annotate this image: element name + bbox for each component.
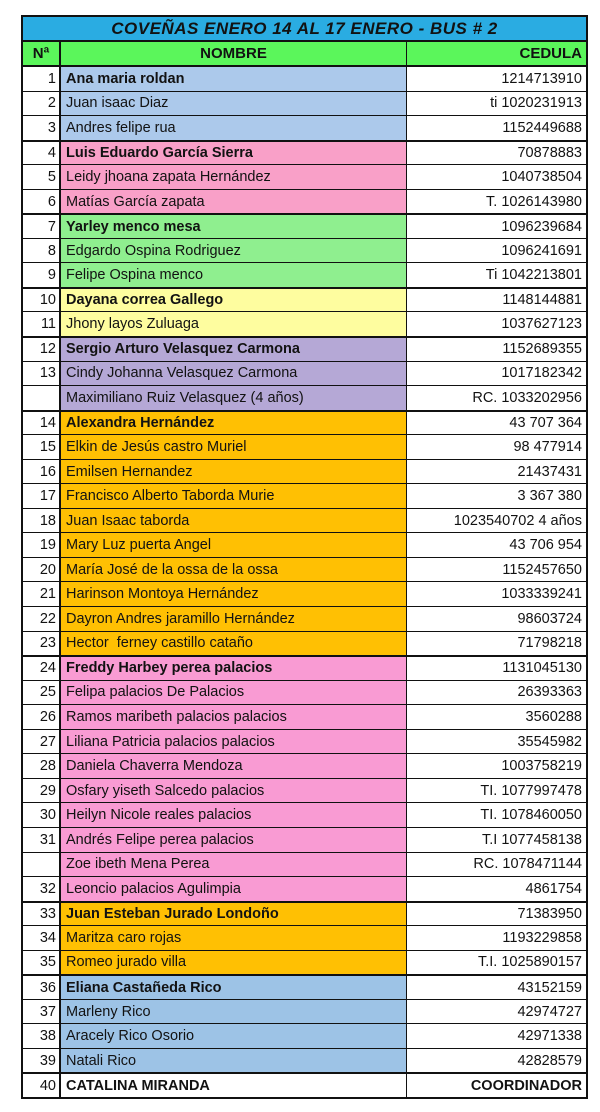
row-number-cell: 37	[23, 1000, 61, 1024]
cedula-cell: T. 1026143980	[407, 190, 586, 214]
cedula-cell: 43 707 364	[407, 412, 586, 435]
passenger-name-cell: Jhony layos Zuluaga	[61, 312, 407, 336]
passenger-name-cell: Mary Luz puerta Angel	[61, 533, 407, 557]
row-number-cell: 14	[23, 412, 61, 435]
passenger-name-cell: Harinson Montoya Hernández	[61, 582, 407, 606]
table-row	[23, 434, 586, 459]
passenger-name-cell: Natali Rico	[61, 1049, 407, 1073]
table-row	[23, 410, 586, 435]
passenger-name-cell: Daniela Chaverra Mendoza	[61, 754, 407, 778]
table-title-bar	[23, 17, 586, 42]
cedula-cell: 3560288	[407, 705, 586, 729]
column-header-numero: Nª	[23, 42, 61, 65]
table-row	[23, 483, 586, 508]
cedula-cell: 1131045130	[407, 657, 586, 680]
row-number-cell: 39	[23, 1049, 61, 1073]
row-number-cell: 26	[23, 705, 61, 729]
cedula-cell: 70878883	[407, 142, 586, 165]
row-number-cell	[23, 386, 61, 410]
row-number-cell: 1	[23, 67, 61, 91]
table-row	[23, 91, 586, 116]
cedula-cell: 43152159	[407, 976, 586, 999]
cedula-cell: 43 706 954	[407, 533, 586, 557]
row-number-cell: 40	[23, 1074, 61, 1097]
row-number-cell: 38	[23, 1024, 61, 1048]
cedula-cell: 42974727	[407, 1000, 586, 1024]
table-row	[23, 311, 586, 336]
row-number-cell: 36	[23, 976, 61, 999]
table-row	[23, 557, 586, 582]
cedula-cell: 1017182342	[407, 362, 586, 386]
row-number-cell: 18	[23, 509, 61, 533]
cedula-cell: 1148144881	[407, 289, 586, 312]
row-number-cell: 21	[23, 582, 61, 606]
row-number-cell: 30	[23, 803, 61, 827]
table-row	[23, 459, 586, 484]
cedula-cell: 71383950	[407, 903, 586, 926]
passenger-name-cell: Dayron Andres jaramillo Hernández	[61, 607, 407, 631]
row-number-cell: 13	[23, 362, 61, 386]
table-row	[23, 581, 586, 606]
table-row	[23, 901, 586, 926]
table-row	[23, 631, 586, 656]
passenger-name-cell: Leoncio palacios Agulimpia	[61, 877, 407, 901]
table-row	[23, 1072, 586, 1097]
table-row	[23, 336, 586, 361]
table-row	[23, 115, 586, 140]
table-row	[23, 876, 586, 901]
table-row	[23, 66, 586, 91]
cedula-cell: RC. 1033202956	[407, 386, 586, 410]
table-body	[23, 66, 586, 1097]
passenger-name-cell: Liliana Patricia palacios palacios	[61, 730, 407, 754]
row-number-cell: 35	[23, 951, 61, 975]
table-row	[23, 287, 586, 312]
cedula-cell: 42828579	[407, 1049, 586, 1073]
row-number-cell: 11	[23, 312, 61, 336]
table-row	[23, 532, 586, 557]
row-number-cell: 8	[23, 239, 61, 263]
passenger-name-cell: Edgardo Ospina Rodriguez	[61, 239, 407, 263]
table-row	[23, 213, 586, 238]
passenger-name-cell: Osfary yiseth Salcedo palacios	[61, 779, 407, 803]
row-number-cell: 2	[23, 92, 61, 116]
table-row	[23, 753, 586, 778]
table-row	[23, 262, 586, 287]
cedula-cell: COORDINADOR	[407, 1074, 586, 1097]
passenger-name-cell: Emilsen Hernandez	[61, 460, 407, 484]
table-row	[23, 655, 586, 680]
table-row	[23, 164, 586, 189]
passenger-name-cell: Sergio Arturo Velasquez Carmona	[61, 338, 407, 361]
cedula-cell: ti 1020231913	[407, 92, 586, 116]
passenger-name-cell: Marleny Rico	[61, 1000, 407, 1024]
table-row	[23, 729, 586, 754]
table-row	[23, 1048, 586, 1073]
cedula-cell: 98 477914	[407, 435, 586, 459]
cedula-cell: 1023540702 4 años	[407, 509, 586, 533]
row-number-cell: 19	[23, 533, 61, 557]
row-number-cell: 33	[23, 903, 61, 926]
table-row	[23, 950, 586, 975]
table-row	[23, 999, 586, 1024]
passenger-name-cell: Freddy Harbey perea palacios	[61, 657, 407, 680]
cedula-cell: 1037627123	[407, 312, 586, 336]
row-number-cell: 10	[23, 289, 61, 312]
passenger-name-cell: Felipe Ospina menco	[61, 263, 407, 287]
row-number-cell: 15	[23, 435, 61, 459]
passenger-name-cell: Maritza caro rojas	[61, 926, 407, 950]
passenger-name-cell: Andres felipe rua	[61, 116, 407, 140]
table-title: COVEÑAS ENERO 14 AL 17 ENERO - BUS # 2	[111, 18, 498, 38]
cedula-cell: 1040738504	[407, 165, 586, 189]
cedula-cell: 4861754	[407, 877, 586, 901]
table-row	[23, 802, 586, 827]
cedula-cell: 1096241691	[407, 239, 586, 263]
row-number-cell: 32	[23, 877, 61, 901]
passenger-name-cell: Hector ferney castillo cataño	[61, 632, 407, 656]
row-number-cell: 12	[23, 338, 61, 361]
row-number-cell: 25	[23, 681, 61, 705]
passenger-list-table	[21, 15, 588, 1099]
passenger-name-cell: Francisco Alberto Taborda Murie	[61, 484, 407, 508]
column-header-nombre: NOMBRE	[61, 42, 407, 65]
cedula-cell: 1003758219	[407, 754, 586, 778]
cedula-cell: Ti 1042213801	[407, 263, 586, 287]
row-number-cell: 16	[23, 460, 61, 484]
cedula-cell: 1033339241	[407, 582, 586, 606]
cedula-cell: 21437431	[407, 460, 586, 484]
passenger-name-cell: Yarley menco mesa	[61, 215, 407, 238]
table-row	[23, 827, 586, 852]
table-row	[23, 606, 586, 631]
row-number-cell: 20	[23, 558, 61, 582]
passenger-name-cell: Ana maria roldan	[61, 67, 407, 91]
cedula-cell: 1214713910	[407, 67, 586, 91]
cedula-cell: RC. 1078471144	[407, 853, 586, 877]
passenger-name-cell: Leidy jhoana zapata Hernández	[61, 165, 407, 189]
passenger-name-cell: Maximiliano Ruiz Velasquez (4 años)	[61, 386, 407, 410]
passenger-name-cell: CATALINA MIRANDA	[61, 1074, 407, 1097]
table-row	[23, 189, 586, 214]
cedula-cell: 3 367 380	[407, 484, 586, 508]
cedula-cell: 71798218	[407, 632, 586, 656]
passenger-name-cell: Juan Esteban Jurado Londoño	[61, 903, 407, 926]
passenger-name-cell: Cindy Johanna Velasquez Carmona	[61, 362, 407, 386]
row-number-cell: 5	[23, 165, 61, 189]
row-number-cell: 24	[23, 657, 61, 680]
table-row	[23, 680, 586, 705]
passenger-name-cell: Juan Isaac taborda	[61, 509, 407, 533]
row-number-cell: 7	[23, 215, 61, 238]
table-header-row	[23, 42, 586, 66]
passenger-name-cell: Alexandra Hernández	[61, 412, 407, 435]
row-number-cell: 23	[23, 632, 61, 656]
row-number-cell: 29	[23, 779, 61, 803]
table-row	[23, 385, 586, 410]
cedula-cell: 1096239684	[407, 215, 586, 238]
cedula-cell: TI. 1078460050	[407, 803, 586, 827]
table-row	[23, 778, 586, 803]
row-number-cell: 34	[23, 926, 61, 950]
cedula-cell: 35545982	[407, 730, 586, 754]
table-row	[23, 508, 586, 533]
table-row	[23, 140, 586, 165]
cedula-cell: 1152449688	[407, 116, 586, 140]
cedula-cell: T.I 1077458138	[407, 828, 586, 852]
passenger-name-cell: Romeo jurado villa	[61, 951, 407, 975]
cedula-cell: 26393363	[407, 681, 586, 705]
passenger-name-cell: María José de la ossa de la ossa	[61, 558, 407, 582]
passenger-name-cell: Matías García zapata	[61, 190, 407, 214]
column-header-cedula: CEDULA	[407, 42, 586, 65]
cedula-cell: TI. 1077997478	[407, 779, 586, 803]
table-row	[23, 925, 586, 950]
cedula-cell: 42971338	[407, 1024, 586, 1048]
passenger-name-cell: Zoe ibeth Mena Perea	[61, 853, 407, 877]
row-number-cell: 31	[23, 828, 61, 852]
table-row	[23, 704, 586, 729]
passenger-name-cell: Juan isaac Diaz	[61, 92, 407, 116]
passenger-name-cell: Dayana correa Gallego	[61, 289, 407, 312]
passenger-name-cell: Andrés Felipe perea palacios	[61, 828, 407, 852]
passenger-name-cell: Ramos maribeth palacios palacios	[61, 705, 407, 729]
passenger-name-cell: Elkin de Jesús castro Muriel	[61, 435, 407, 459]
row-number-cell: 28	[23, 754, 61, 778]
row-number-cell: 4	[23, 142, 61, 165]
table-row	[23, 974, 586, 999]
row-number-cell: 22	[23, 607, 61, 631]
passenger-name-cell: Aracely Rico Osorio	[61, 1024, 407, 1048]
row-number-cell: 9	[23, 263, 61, 287]
cedula-cell: T.I. 1025890157	[407, 951, 586, 975]
row-number-cell: 6	[23, 190, 61, 214]
row-number-cell: 17	[23, 484, 61, 508]
table-row	[23, 238, 586, 263]
row-number-cell: 27	[23, 730, 61, 754]
cedula-cell: 1152457650	[407, 558, 586, 582]
row-number-cell: 3	[23, 116, 61, 140]
passenger-name-cell: Eliana Castañeda Rico	[61, 976, 407, 999]
table-row	[23, 1023, 586, 1048]
row-number-cell	[23, 853, 61, 877]
passenger-name-cell: Felipa palacios De Palacios	[61, 681, 407, 705]
cedula-cell: 98603724	[407, 607, 586, 631]
passenger-name-cell: Luis Eduardo García Sierra	[61, 142, 407, 165]
passenger-name-cell: Heilyn Nicole reales palacios	[61, 803, 407, 827]
table-row	[23, 852, 586, 877]
cedula-cell: 1193229858	[407, 926, 586, 950]
table-row	[23, 361, 586, 386]
cedula-cell: 1152689355	[407, 338, 586, 361]
